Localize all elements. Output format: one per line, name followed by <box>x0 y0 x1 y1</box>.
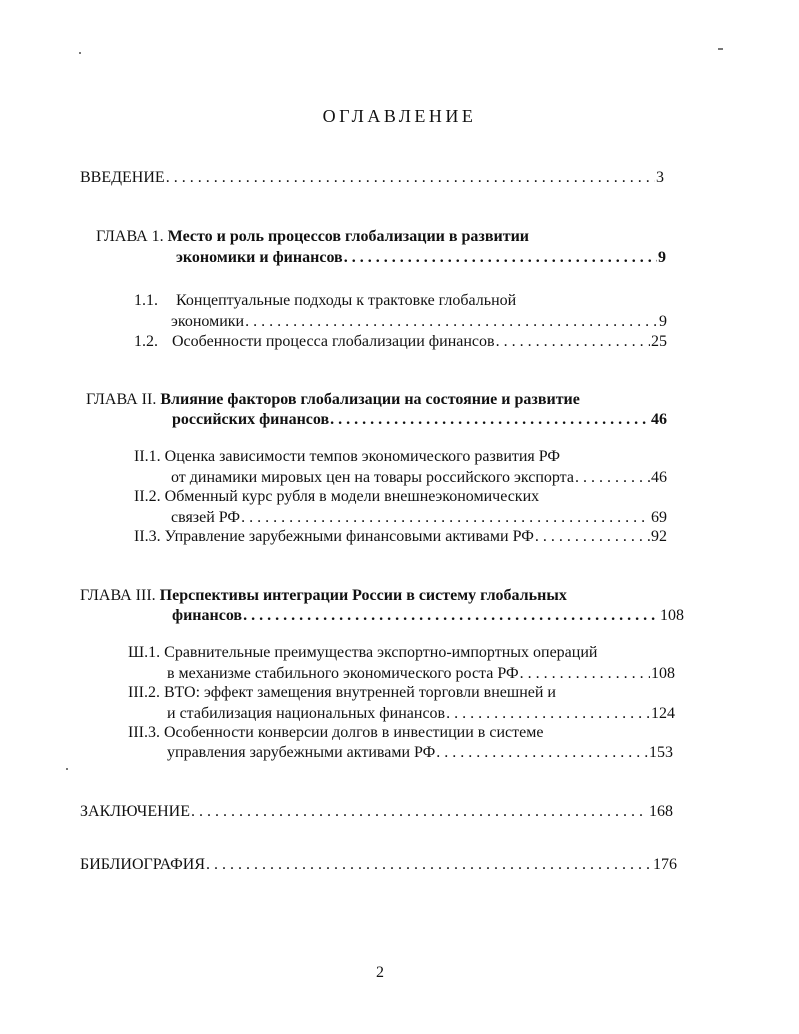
section-3-1-end[interactable] <box>167 664 675 684</box>
entry-label: ЗАКЛЮЧЕНИЕ <box>80 803 190 820</box>
chapter-prefix: ГЛАВА 1. <box>96 228 164 245</box>
dot-leader <box>243 606 659 626</box>
dot-leader <box>446 704 650 724</box>
section-2-3[interactable] <box>134 527 667 547</box>
entry-label: ВВЕДЕНИЕ <box>80 169 165 186</box>
dot-leader <box>241 508 650 528</box>
section-2-1[interactable] <box>134 447 560 467</box>
entry-page: 168 <box>649 803 673 820</box>
entry-label: БИБЛИОГРАФИЯ <box>80 856 206 873</box>
dot-leader <box>575 468 650 488</box>
entry-page: 153 <box>649 744 673 761</box>
chapter-3-title-end[interactable] <box>172 606 684 626</box>
entry-page: 108 <box>651 665 675 682</box>
section-title-line2: управления зарубежными активами РФ <box>167 744 436 761</box>
chapter-title-line1: Место и роль процессов глобализации в развитии <box>167 228 530 245</box>
chapter-title-line2: экономики и финансов <box>176 249 343 266</box>
entry-page: 25 <box>651 333 667 350</box>
entry-page: 108 <box>660 607 684 624</box>
section-number: II.1. <box>134 448 161 465</box>
section-title-line2: и стабилизация национальных финансов <box>167 705 446 722</box>
chapter-2-title-end[interactable] <box>172 410 667 430</box>
section-3-1[interactable] <box>128 643 597 663</box>
dot-leader <box>206 855 652 875</box>
entry-page: 92 <box>651 528 667 545</box>
dot-leader <box>496 332 650 352</box>
section-title: Управление зарубежными финансовыми активами РФ <box>164 528 534 545</box>
entry-page: 69 <box>651 509 667 526</box>
chapter-title-line1: Влияние факторов глобализации на состояние и развитие <box>160 391 580 408</box>
chapter-prefix: ГЛАВА II. <box>86 391 157 408</box>
toc-entry-bibliography[interactable] <box>80 855 677 875</box>
dot-leader <box>344 248 657 268</box>
scan-speck <box>718 48 723 50</box>
dot-leader <box>245 312 658 332</box>
section-3-3[interactable] <box>128 723 543 743</box>
entry-page: 9 <box>659 313 667 330</box>
dot-leader <box>436 743 648 763</box>
section-2-2[interactable] <box>134 487 539 507</box>
entry-page: 176 <box>653 856 677 873</box>
section-title-line1: Обменный курс рубля в модели внешнеэкономических <box>164 488 540 505</box>
section-title-line2: в механизме стабильного экономического роста РФ <box>167 665 519 682</box>
dot-leader <box>520 664 650 684</box>
section-number: III.3. <box>128 724 160 741</box>
toc-heading: ОГЛАВЛЕНИЕ <box>322 106 477 126</box>
section-1-1-end[interactable] <box>171 312 667 332</box>
entry-page: 9 <box>658 249 666 266</box>
section-title-line1: Оценка зависимости темпов экономического развития РФ <box>164 448 561 465</box>
chapter-2-title[interactable] <box>86 390 580 410</box>
section-2-2-end[interactable] <box>171 508 667 528</box>
section-title-line1: ВТО: эффект замещения внутренней торговли внешней и <box>163 684 556 701</box>
section-number: 1.2. <box>134 333 158 350</box>
page-number: 2 <box>376 964 384 981</box>
section-2-1-end[interactable] <box>171 468 667 488</box>
section-1-2[interactable] <box>134 332 667 352</box>
chapter-1-title-end[interactable] <box>176 248 666 268</box>
entry-page: 46 <box>651 469 667 486</box>
chapter-3-title[interactable] <box>80 586 567 606</box>
section-number: Ш.1. <box>128 644 161 661</box>
scan-speck <box>79 52 81 54</box>
chapter-1-title[interactable] <box>96 227 529 247</box>
section-1-1[interactable] <box>134 291 516 311</box>
scan-speck <box>66 768 68 770</box>
section-3-3-end[interactable] <box>167 743 673 763</box>
chapter-title-line2: российских финансов <box>172 411 330 428</box>
chapter-title-line1: Перспективы интеграции России в систему глобальных <box>159 587 567 604</box>
section-title-line2: связей РФ <box>171 509 241 526</box>
dot-leader <box>330 410 650 430</box>
section-title-line1: Концептуальные подходы к трактовке глобальной <box>176 292 517 309</box>
section-title-line2: от динамики мировых цен на товары российского экспорта <box>171 469 574 486</box>
section-title-line2: экономики <box>171 313 245 330</box>
section-number: II.3. <box>134 528 161 545</box>
entry-page: 46 <box>651 411 667 428</box>
chapter-prefix: ГЛАВА III. <box>80 587 156 604</box>
toc-entry-introduction[interactable] <box>80 168 664 188</box>
section-title-line1: Особенности конверсии долгов в инвестиции в системе <box>163 724 544 741</box>
chapter-title-line2: финансов <box>172 607 243 624</box>
section-3-2[interactable] <box>128 683 556 703</box>
section-title: Особенности процесса глобализации финансов <box>172 333 495 350</box>
section-title-line1: Сравнительные преимущества экспортно-импортных операций <box>164 644 598 661</box>
section-number: II.2. <box>134 488 161 505</box>
toc-entry-conclusion[interactable] <box>80 802 673 822</box>
dot-leader <box>166 168 655 188</box>
entry-page: 3 <box>656 169 664 186</box>
dot-leader <box>191 802 648 822</box>
section-number: 1.1. <box>134 292 158 309</box>
section-3-2-end[interactable] <box>167 704 675 724</box>
entry-page: 124 <box>651 705 675 722</box>
dot-leader <box>535 527 650 547</box>
section-number: III.2. <box>128 684 160 701</box>
